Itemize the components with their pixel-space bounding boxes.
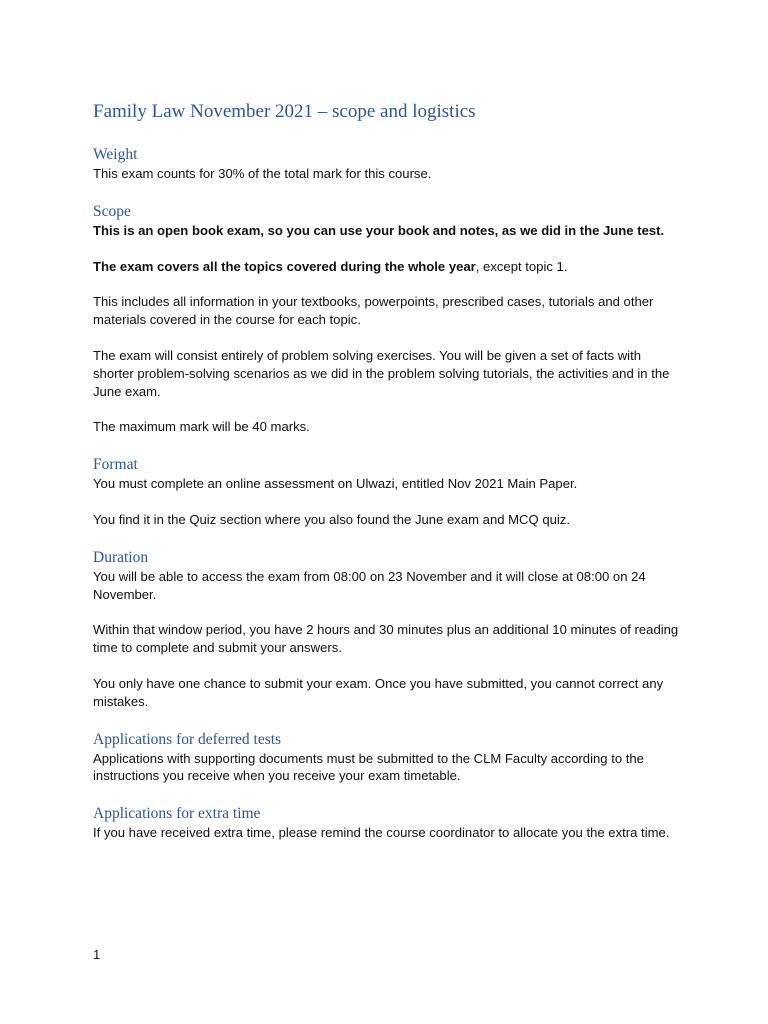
scope-topics-text [93,258,683,276]
page-number: 1 [93,947,101,962]
weight-heading: Weight [93,146,138,163]
format-quiz-section-text: You find it in the Quiz section where you also found the June exam and MCQ quiz. [93,511,570,527]
scope-topics-bold: The exam covers all the topics covered during the whole year [93,258,476,274]
duration-heading: Duration [93,548,149,566]
duration-one-chance-text: You only have one chance to submit your exam. Once you have submitted, you cannot correct any mistakes. [93,675,664,709]
weight-text: This exam counts for 30% of the total mark for this course. [93,166,432,181]
format-heading: Format [93,456,138,474]
scope-materials-text: This includes all information in your textbooks, powerpoints, prescribed cases, tutorials and other materials covered in the course for each topic. [93,294,654,328]
scope-problem-solving-text: The exam will consist entirely of problem solving exercises. You will be given a set of facts with shorter problem-solving scenarios as we did in the problem solving tutorials, the activities and in the June exam. [93,347,670,399]
extra-time-text: If you have received extra time, please remind the course coordinator to allocate you the extra time. [93,825,670,841]
scope-maximum-mark-text: The maximum mark will be 40 marks. [93,419,310,435]
duration-access-text: You will be able to access the exam from 08:00 on 23 November and it will close at 08:00 on 24 November. [93,568,646,602]
document-page [93,99,683,842]
scope-heading: Scope [93,202,131,220]
format-assessment-text: You must complete an online assessment on Ulwazi, entitled Nov 2021 Main Paper. [93,476,578,492]
extra-time-heading: Applications for extra time [93,805,261,823]
deferred-heading: Applications for deferred tests [93,730,282,748]
duration-window-text: Within that window period, you have 2 hours and 30 minutes plus an additional 10 minutes of reading time to complete and submit your answers. [93,622,679,656]
document-title: Family Law November 2021 – scope and logistics [93,101,476,122]
scope-topics-rest: , except topic 1. [475,258,568,274]
deferred-text: Applications with supporting documents must be submitted to the CLM Faculty according to the instructions you receive when you receive your exam timetable. [93,750,644,784]
scope-open-book-text: This is an open book exam, so you can use your book and notes, as we did in the June test. [93,222,665,238]
